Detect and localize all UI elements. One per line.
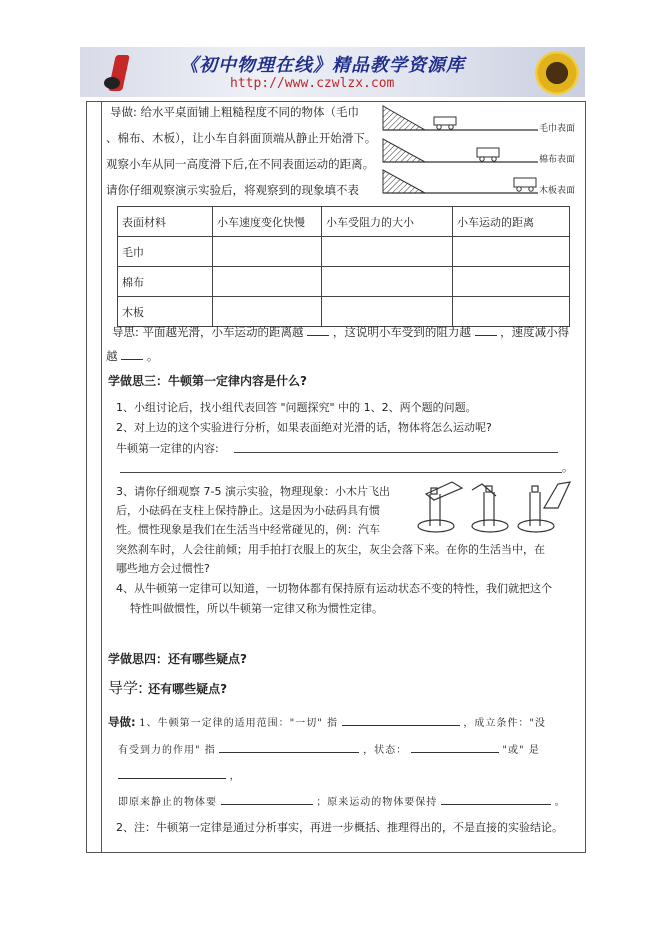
section3-item-3-line-5: 哪些地方会过惯性? xyxy=(116,562,210,575)
table-cell-material: 木板 xyxy=(118,297,213,327)
dz-text-4-end: 。 xyxy=(554,797,566,808)
law-end-mark: 。 xyxy=(562,460,574,474)
intro-line-4: 请你仔细观察演示实验后，将观察到的现象填不表 xyxy=(106,183,359,197)
ramp-label-cotton: 棉布表面 xyxy=(539,155,576,165)
table-cell[interactable] xyxy=(213,267,322,297)
conclusion-line-2 xyxy=(106,345,158,368)
guide-line xyxy=(108,677,227,698)
section4-heading: 学做思四：还有哪些疑点? xyxy=(108,652,247,666)
section3-item-3-line-4: 突然刹车时，人会往前倾；用手拍打衣服上的灰尘，灰尘会落下来。在你的生活当中，在 xyxy=(116,543,545,556)
dz-text-4a: 即原来静止的物体要 xyxy=(118,797,217,808)
dz-text-2a: 有受到力的作用" 指 xyxy=(118,745,216,756)
observation-table xyxy=(117,206,570,327)
law-answer-line-1[interactable] xyxy=(234,452,558,453)
conclusion-part-1: 导思: 平面越光滑，小车运动的距离越 xyxy=(112,325,304,339)
dz-line-3 xyxy=(118,764,241,788)
dz-text-2c: "或" 是 xyxy=(502,745,540,756)
ramp-label-wood: 木板表面 xyxy=(539,186,576,196)
banner-title: 《初中物理在线》精品教学资源库 xyxy=(180,55,465,76)
table-cell[interactable] xyxy=(453,237,570,267)
law-answer-line-2[interactable] xyxy=(120,472,562,473)
table-header-cell: 表面材料 xyxy=(118,207,213,237)
section3-item-2: 2、对上边的这个实验进行分析，如果表面绝对光滑的话，物体将怎么运动呢? xyxy=(116,421,492,434)
table-header-cell: 小车受阻力的大小 xyxy=(322,207,453,237)
dz-text-3-end: ， xyxy=(229,771,241,782)
table-header-cell: 小车运动的距离 xyxy=(453,207,570,237)
dz-note: 2、注：牛顿第一定律是通过分析事实，再进一步概括、推理得出的，不是直接的实验结论。 xyxy=(116,821,563,834)
inertia-apparatus-diagram xyxy=(412,478,572,536)
blank-no-force[interactable] xyxy=(219,740,359,753)
intro-line-1: 导做: 给水平桌面铺上粗糙程度不同的物体（毛巾 xyxy=(110,105,360,119)
conclusion-part-3: ，速度减小得 xyxy=(500,325,570,339)
intro-line-2: 、棉布、木板），让小车自斜面顶端从静止开始滑下。 xyxy=(106,131,377,145)
ramp-label-towel: 毛巾表面 xyxy=(539,124,576,134)
table-header-row xyxy=(118,207,570,237)
section3-heading: 学做思三：牛顿第一定律内容是什么? xyxy=(108,374,307,388)
frame-inner-left-border xyxy=(101,101,102,853)
ramp-cotton xyxy=(383,139,538,162)
dz-text-1b: ，成立条件："没 xyxy=(463,718,546,729)
conclusion-part-4: 越 xyxy=(106,349,118,363)
table-cell-material: 毛巾 xyxy=(118,237,213,267)
table-cell-material: 棉布 xyxy=(118,267,213,297)
table-row xyxy=(118,237,570,267)
guide-question: 还有哪些疑点? xyxy=(148,682,228,696)
dz-text-1a: 1、牛顿第一定律的适用范围："一切" 指 xyxy=(139,718,339,729)
guide-label: 导学: xyxy=(108,679,144,697)
dz-text-4b: ；原来运动的物体要保持 xyxy=(316,797,438,808)
dz-text-2b: ，状态： xyxy=(363,745,408,756)
dz-line-2 xyxy=(118,738,540,762)
conclusion-part-5: 。 xyxy=(146,349,159,363)
table-cell[interactable] xyxy=(322,237,453,267)
blank-everything[interactable] xyxy=(342,713,460,726)
banner-url: http://www.czwlzx.com xyxy=(230,76,395,91)
blank-distance[interactable] xyxy=(307,323,329,336)
frame-left-border xyxy=(86,101,87,853)
blank-state[interactable] xyxy=(411,740,499,753)
blank-or-means[interactable] xyxy=(118,766,226,779)
section3-item-3-line-1: 3、请你仔细观察 7-5 演示实验，物理现象：小木片飞出 xyxy=(116,485,390,498)
frame-bottom-border xyxy=(86,852,586,853)
header-banner xyxy=(80,47,585,97)
intro-line-3: 观察小车从同一高度滑下后,在不同表面运动的距离。 xyxy=(106,157,375,171)
section3-item-3-line-2: 后，小砝码在支柱上保持静止。这是因为小砝码具有惯 xyxy=(116,504,380,517)
dz-line-1 xyxy=(108,711,546,735)
table-cell[interactable] xyxy=(213,237,322,267)
section3-item-1: 1、小组讨论后，找小组代表回答 "问题探究" 中的 1、2、两个题的问题。 xyxy=(116,401,477,414)
blank-speed[interactable] xyxy=(121,347,143,360)
conclusion-line-1 xyxy=(112,321,569,344)
section3-item-4-line-1: 4、从牛顿第一定律可以知道，一切物体都有保持原有运动状态不变的特性，我们就把这个 xyxy=(116,582,552,595)
sunflower-icon xyxy=(535,51,579,95)
dz-prefix: 导做: xyxy=(108,715,136,729)
ramp-wood xyxy=(383,170,538,193)
blank-static-object[interactable] xyxy=(221,792,313,805)
frame-right-border xyxy=(585,101,586,853)
law-prompt: 牛顿第一定律的内容: xyxy=(116,442,219,455)
blank-resistance[interactable] xyxy=(475,323,497,336)
table-header-cell: 小车速度变化快慢 xyxy=(213,207,322,237)
logo-ball-icon xyxy=(104,77,120,89)
table-cell[interactable] xyxy=(322,267,453,297)
conclusion-part-2: ，这说明小车受到的阻力越 xyxy=(332,325,471,339)
section3-item-4-line-2: 特性叫做惯性，所以牛顿第一定律又称为惯性定律。 xyxy=(130,602,383,615)
dz-line-4 xyxy=(118,790,566,814)
ramp-towel xyxy=(383,106,538,130)
table-row xyxy=(118,267,570,297)
table-cell[interactable] xyxy=(453,267,570,297)
section3-item-3-line-3: 性。惯性现象是我们在生活当中经常碰见的，例：汽车 xyxy=(116,523,380,536)
blank-moving-object[interactable] xyxy=(441,792,551,805)
